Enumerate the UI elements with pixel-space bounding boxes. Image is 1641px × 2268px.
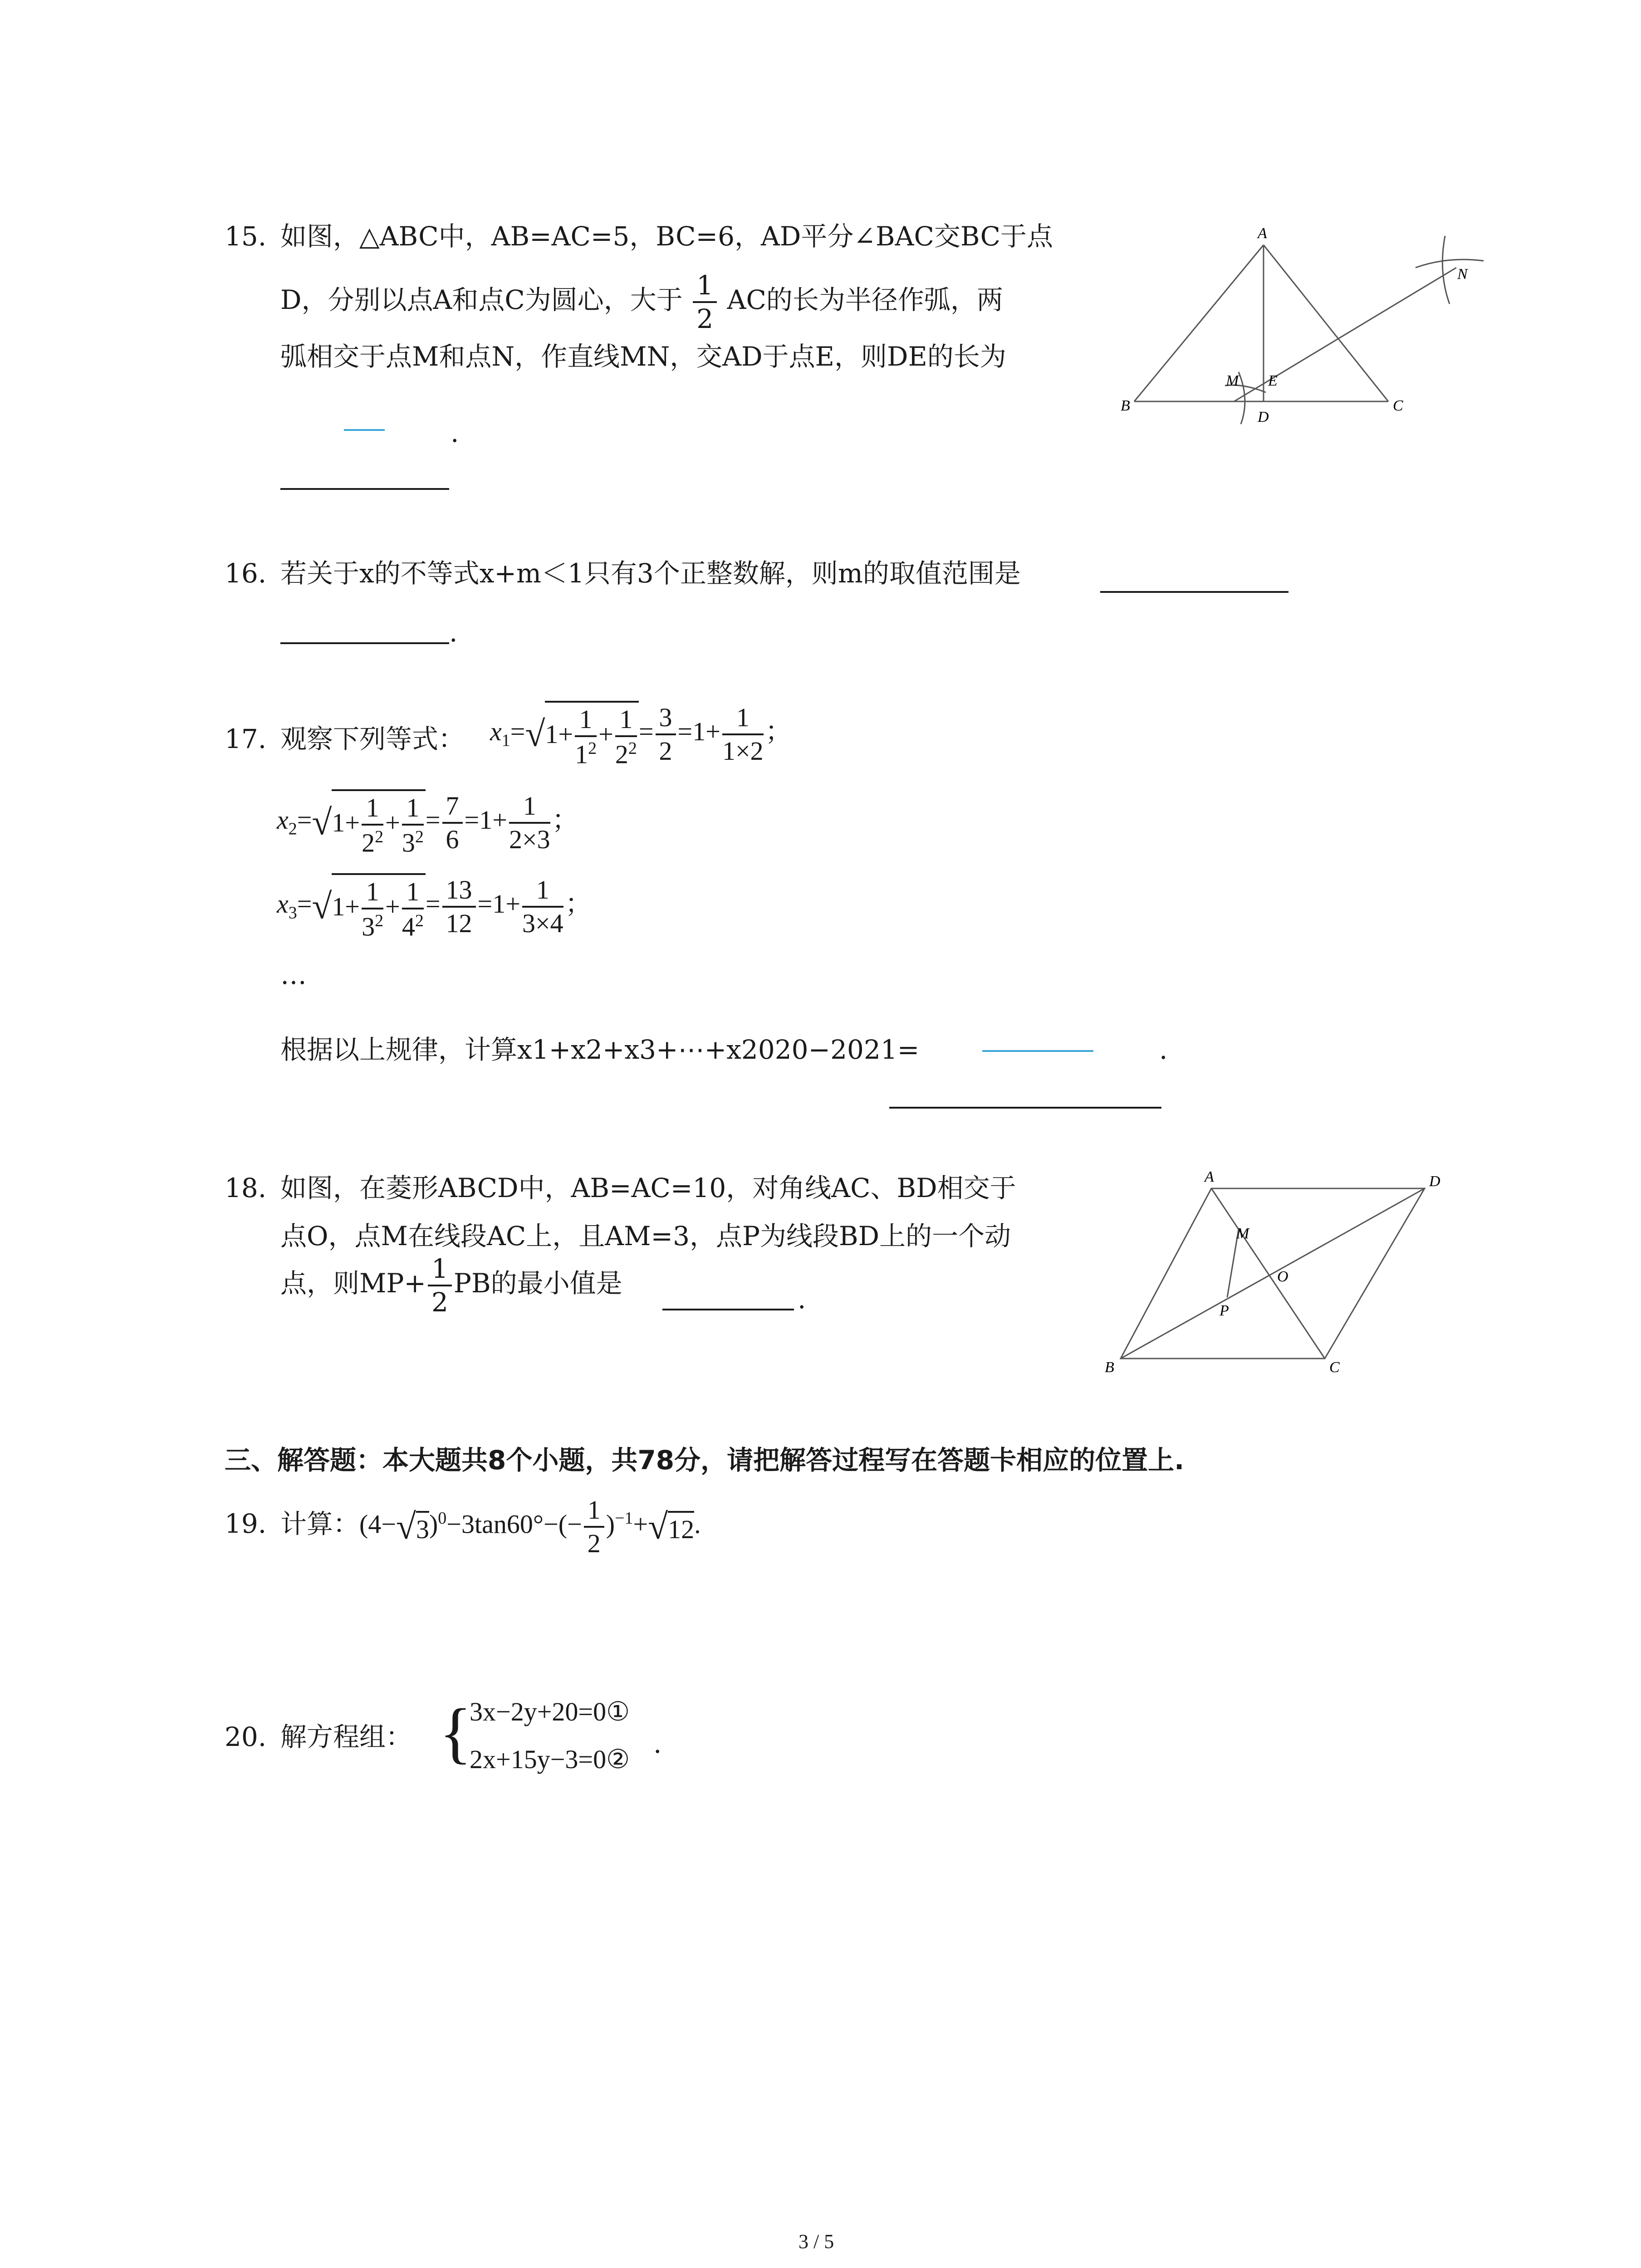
q17-equation-2: $x_2=√1+$ $\frac{1}{2^2}$ + $\frac{1}{3^2}$ = $\frac{7}{6}$ =1+ $\frac{1}{2\times 3}$ ； xyxy=(277,789,578,856)
q18-line2: 点O，点M在线段AC上，且AM=3，点P为线段BD上的一个动 xyxy=(280,1221,1011,1251)
label-a: A xyxy=(1258,225,1267,242)
q15-answer-blank xyxy=(280,488,449,490)
q17-number: 17. xyxy=(225,723,267,754)
q17-period: . xyxy=(1159,1034,1168,1065)
q15-fraction: $\frac{1}{2}$ xyxy=(693,272,717,332)
q18-line3b: PB的最小值是 xyxy=(453,1268,622,1299)
section3-heading: 三、解答题：本大题共8个小题，共78分，请把解答过程写在答题卡相应的位置上. xyxy=(225,1445,1185,1476)
q16-period: . xyxy=(449,617,458,648)
q15-answer-hint xyxy=(344,429,385,431)
q15-line3: 弧相交于点M和点N，作直线MN，交AD于点E，则DE的长为 xyxy=(280,341,1006,372)
label-a: A xyxy=(1205,1168,1214,1185)
q16-number: 16. xyxy=(225,558,267,589)
q15-line1: 如图，△ABC中，AB=AC=5，BC=6，AD平分∠BAC交BC于点 xyxy=(280,221,1053,252)
q15-figure xyxy=(1121,218,1511,435)
label-d: D xyxy=(1258,409,1269,425)
side-ac xyxy=(1264,245,1388,401)
label-m: M xyxy=(1226,372,1239,389)
diagonal-ac xyxy=(1211,1188,1325,1359)
q17-answer-blank xyxy=(889,1107,1161,1109)
label-m: M xyxy=(1236,1225,1249,1242)
q18-line3 xyxy=(280,1253,622,1318)
arc-n-2 xyxy=(1416,259,1484,268)
q16-line1: 若关于x的不等式x+m＜1只有3个正整数解，则m的取值范围是 xyxy=(280,558,1021,589)
q16-answer-blank-2 xyxy=(280,642,449,644)
q15-line2 xyxy=(280,272,1003,332)
label-c: C xyxy=(1329,1359,1340,1376)
q18-line3a: 点，则MP+ xyxy=(280,1268,426,1299)
q15-line2b: AC的长为半径作弧，两 xyxy=(727,284,1003,316)
q19-expression: 计算：$(4-√3)^0-3\tan 60^\circ-(-$ $\frac{1}{2}$ )$^{-1}$+√12. xyxy=(280,1495,701,1558)
q17-equation-1: $x_1=√1+$ $\frac{1}{1^2}$ + $\frac{1}{2^2}$ = $\frac{3}{2}$ =1+ $\frac{1}{1\times 2}$ ； xyxy=(490,701,792,767)
q18-answer-blank xyxy=(662,1309,794,1310)
q17-dots: … xyxy=(280,959,307,990)
q20-number: 20. xyxy=(225,1721,267,1752)
q18-fraction: $\frac{1}{2}$ xyxy=(428,1256,452,1315)
q15-period: . xyxy=(451,417,459,448)
q18-line1: 如图，在菱形ABCD中，AB=AC=10，对角线AC、BD相交于 xyxy=(280,1173,1016,1203)
q17-rule: 根据以上规律，计算x1+x2+x3+⋯+x2020−2021= xyxy=(280,1034,920,1065)
q17-intro: 观察下列等式： xyxy=(280,723,465,754)
side-ab xyxy=(1134,245,1264,401)
q20-label: 解方程组： xyxy=(280,1721,412,1752)
label-d: D xyxy=(1429,1173,1440,1190)
label-b: B xyxy=(1105,1359,1114,1376)
q17-answer-hint xyxy=(982,1050,1093,1052)
q18-period: . xyxy=(798,1284,806,1315)
q15-number: 15. xyxy=(225,221,267,252)
page-number: 3 / 5 xyxy=(798,2230,834,2253)
q17-equation-3: $x_3=√1+$ $\frac{1}{3^2}$ + $\frac{1}{4^2}$ = $\frac{13}{12}$ =1+ $\frac{1}{3\times 4}$ ； xyxy=(277,873,592,940)
q16-answer-blank-1 xyxy=(1100,591,1288,593)
q20-equation-1: 3x−2y+20=0① xyxy=(470,1697,630,1726)
q18-number: 18. xyxy=(225,1173,267,1203)
q20-period: . xyxy=(653,1728,662,1759)
label-e: E xyxy=(1268,372,1278,389)
q15-line2a: D，分别以点A和点C为圆心，大于 xyxy=(280,284,683,316)
label-n: N xyxy=(1457,266,1468,283)
label-p: P xyxy=(1220,1302,1229,1319)
arc-n-1 xyxy=(1442,236,1450,304)
label-o: O xyxy=(1277,1268,1288,1285)
q20-brace: { xyxy=(439,1695,472,1770)
q19-number: 19. xyxy=(225,1508,267,1539)
label-c: C xyxy=(1393,397,1403,414)
line-mn xyxy=(1234,268,1456,401)
q20-equation-2: 2x+15y−3=0② xyxy=(470,1745,630,1774)
label-b: B xyxy=(1121,397,1130,414)
q18-figure xyxy=(1098,1168,1461,1377)
